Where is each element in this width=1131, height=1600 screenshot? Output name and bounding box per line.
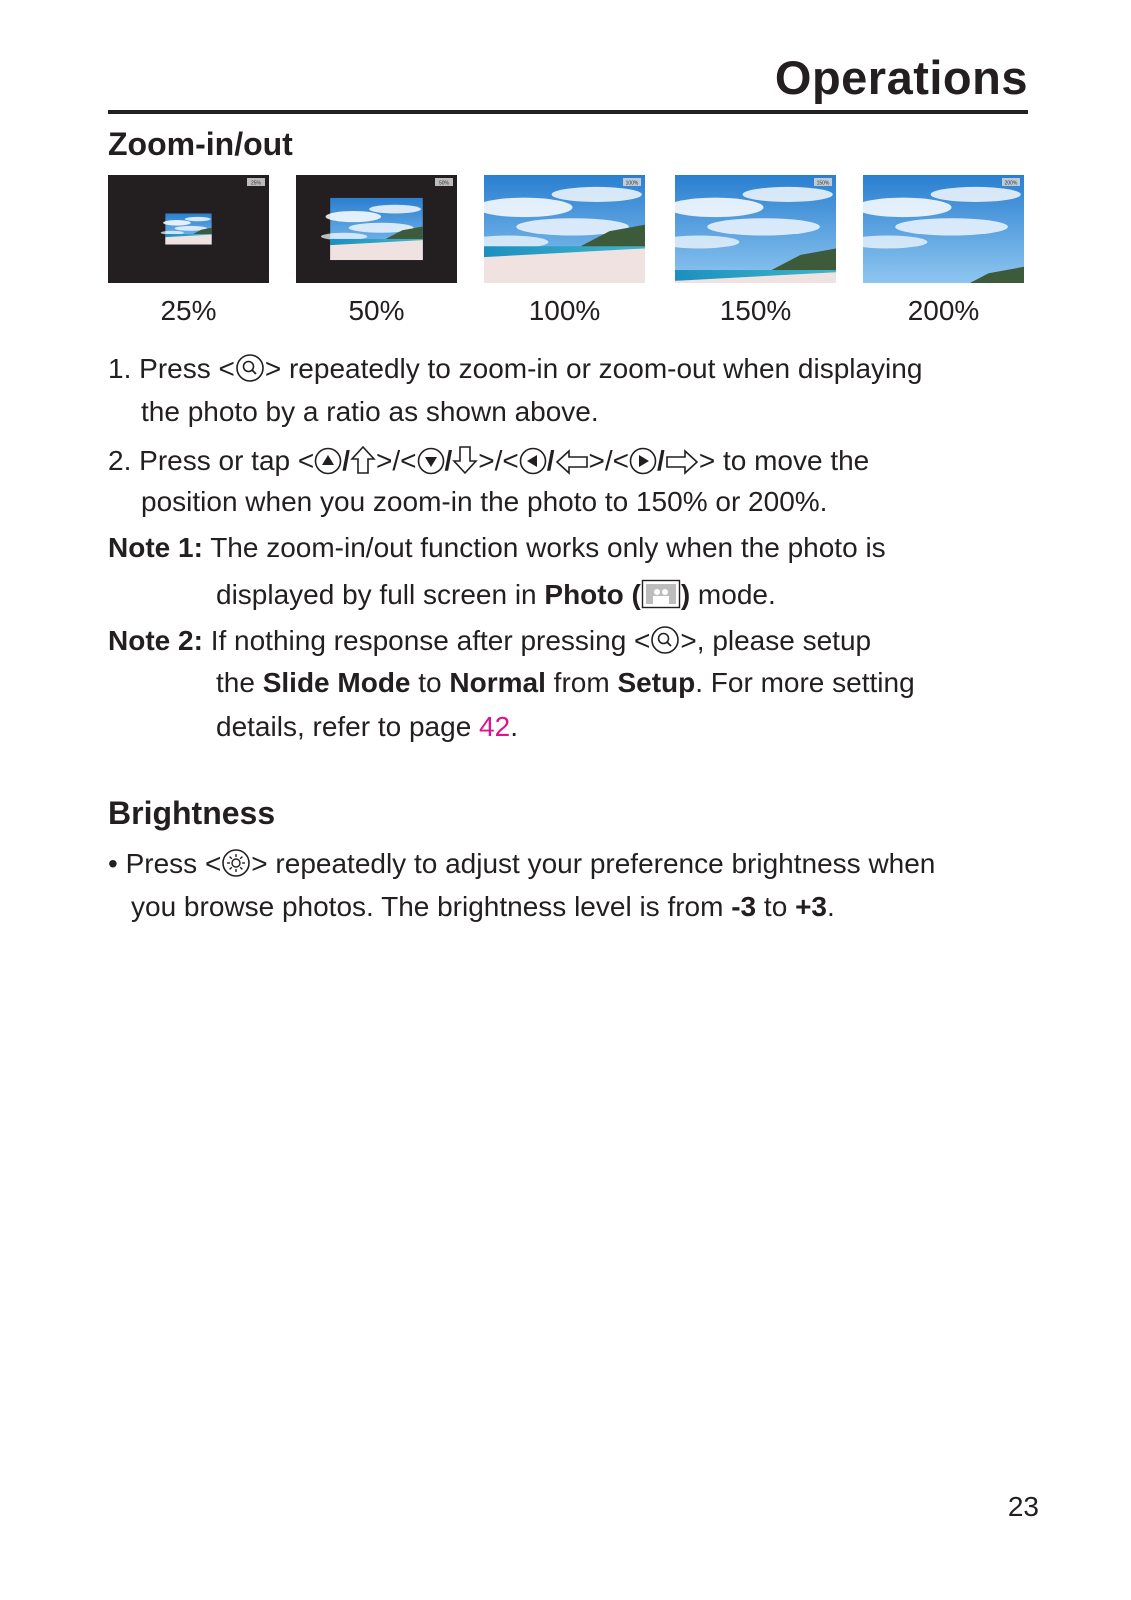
page-title: Operations (774, 51, 1028, 104)
step-1-line-1 (108, 353, 922, 383)
note-1-text-2: displayed by full screen in (216, 579, 545, 610)
step-2-line-1 (108, 445, 869, 475)
page-number: 23 (1007, 1491, 1039, 1522)
left-arrow-icon (555, 449, 589, 475)
step-2-slash-3: / (546, 445, 555, 476)
brightness-text-2: you browse photos. The brightness level is from (131, 891, 732, 922)
note-2-line-1 (108, 625, 871, 655)
note-1-label: Note 1: (108, 532, 203, 563)
zoom-level-label: 150% (719, 295, 792, 326)
zoom-level-label: 50% (348, 295, 405, 326)
step-2-line-2: position when you zoom-in the photo to 150% or 200%. (141, 486, 828, 517)
photo-mode-icon (641, 579, 681, 609)
brightness-section-title: Brightness (108, 795, 276, 831)
up-arrow-icon (350, 445, 376, 475)
step-2-text-pre: Press or tap < (139, 445, 315, 476)
step-1-number: 1. (108, 353, 132, 384)
svg-text:150%: 150% (816, 180, 830, 187)
step-1-text-pre: Press < (139, 353, 235, 384)
note-2-text: the (216, 667, 263, 698)
step-2-slash-4: / (657, 445, 665, 476)
step-2-sep-2: >/< (478, 445, 519, 476)
note-2-text: from (545, 667, 618, 698)
step-2-sep-3: >/< (588, 445, 630, 476)
zoom-level-label: 200% (907, 295, 980, 326)
note-1-line-2 (216, 579, 776, 609)
zoom-thumbnail (108, 175, 269, 283)
note-2-line-3 (216, 713, 518, 741)
note-2-text: . For more setting (695, 667, 915, 698)
note-2-text: to (410, 667, 450, 698)
note-2-text-pre: If nothing response after pressing < (210, 625, 651, 656)
note-2-line-2 (216, 669, 915, 697)
bullet: • (108, 848, 118, 879)
page-42-link[interactable]: 42 (479, 711, 511, 742)
note-2-text: details, refer to page (216, 711, 480, 742)
note-1-line-1 (108, 534, 886, 562)
header-rule (108, 110, 1028, 114)
brightness-to: to (756, 891, 796, 922)
zoom-thumbnail (863, 175, 1024, 283)
step-2-slash-1: / (342, 445, 351, 476)
brightness-text-pre: Press < (125, 848, 222, 879)
note-1-text-3: mode. (690, 579, 776, 610)
zoom-section-title: Zoom-in/out (108, 126, 293, 162)
svg-text:50%: 50% (438, 180, 450, 187)
left-button-icon (519, 447, 547, 475)
brightness-max: +3 (795, 891, 827, 922)
svg-text:200%: 200% (1004, 180, 1018, 187)
step-1-text-post: > repeatedly to zoom-in or zoom-out when displaying (264, 353, 923, 384)
zoom-thumbnail (675, 175, 836, 283)
slide-mode-term: Slide Mode (262, 667, 411, 698)
note-2-text-post: >, please setup (680, 625, 872, 656)
brightness-sun-icon (221, 848, 251, 878)
brightness-line-1 (108, 848, 935, 878)
down-button-icon (417, 447, 445, 475)
brightness-text-post: > repeatedly to adjust your preference brightness when (251, 848, 936, 879)
svg-text:100%: 100% (625, 180, 639, 187)
down-arrow-icon (452, 445, 478, 475)
brightness-end: . (827, 891, 835, 922)
step-2-sep-1: >/< (376, 445, 417, 476)
up-button-icon (314, 447, 342, 475)
zoom-level-label: 25% (160, 295, 217, 326)
setup-term: Setup (617, 667, 696, 698)
step-2-slash-2: / (444, 445, 453, 476)
zoom-level-label: 100% (528, 295, 601, 326)
brightness-min: -3 (731, 891, 757, 922)
note-1-text-1: The zoom-in/out function works only when the photo is (210, 532, 886, 563)
photo-mode-paren-close: ) (680, 579, 691, 610)
photo-mode-label: Photo ( (544, 579, 641, 610)
note-2-label: Note 2: (108, 625, 203, 656)
zoom-thumbnail (296, 175, 457, 283)
zoom-magnifier-icon (235, 353, 265, 383)
right-button-icon (629, 447, 657, 475)
right-arrow-icon (665, 449, 699, 475)
normal-term: Normal (449, 667, 546, 698)
note-2-text: . (510, 711, 518, 742)
brightness-line-2 (131, 893, 835, 921)
step-2-text-post: > to move the (698, 445, 870, 476)
zoom-magnifier-icon (650, 625, 680, 655)
zoom-thumbnail (484, 175, 645, 283)
step-2-number: 2. (108, 445, 132, 476)
step-1-line-2: the photo by a ratio as shown above. (141, 396, 599, 427)
svg-text:25%: 25% (250, 180, 262, 187)
